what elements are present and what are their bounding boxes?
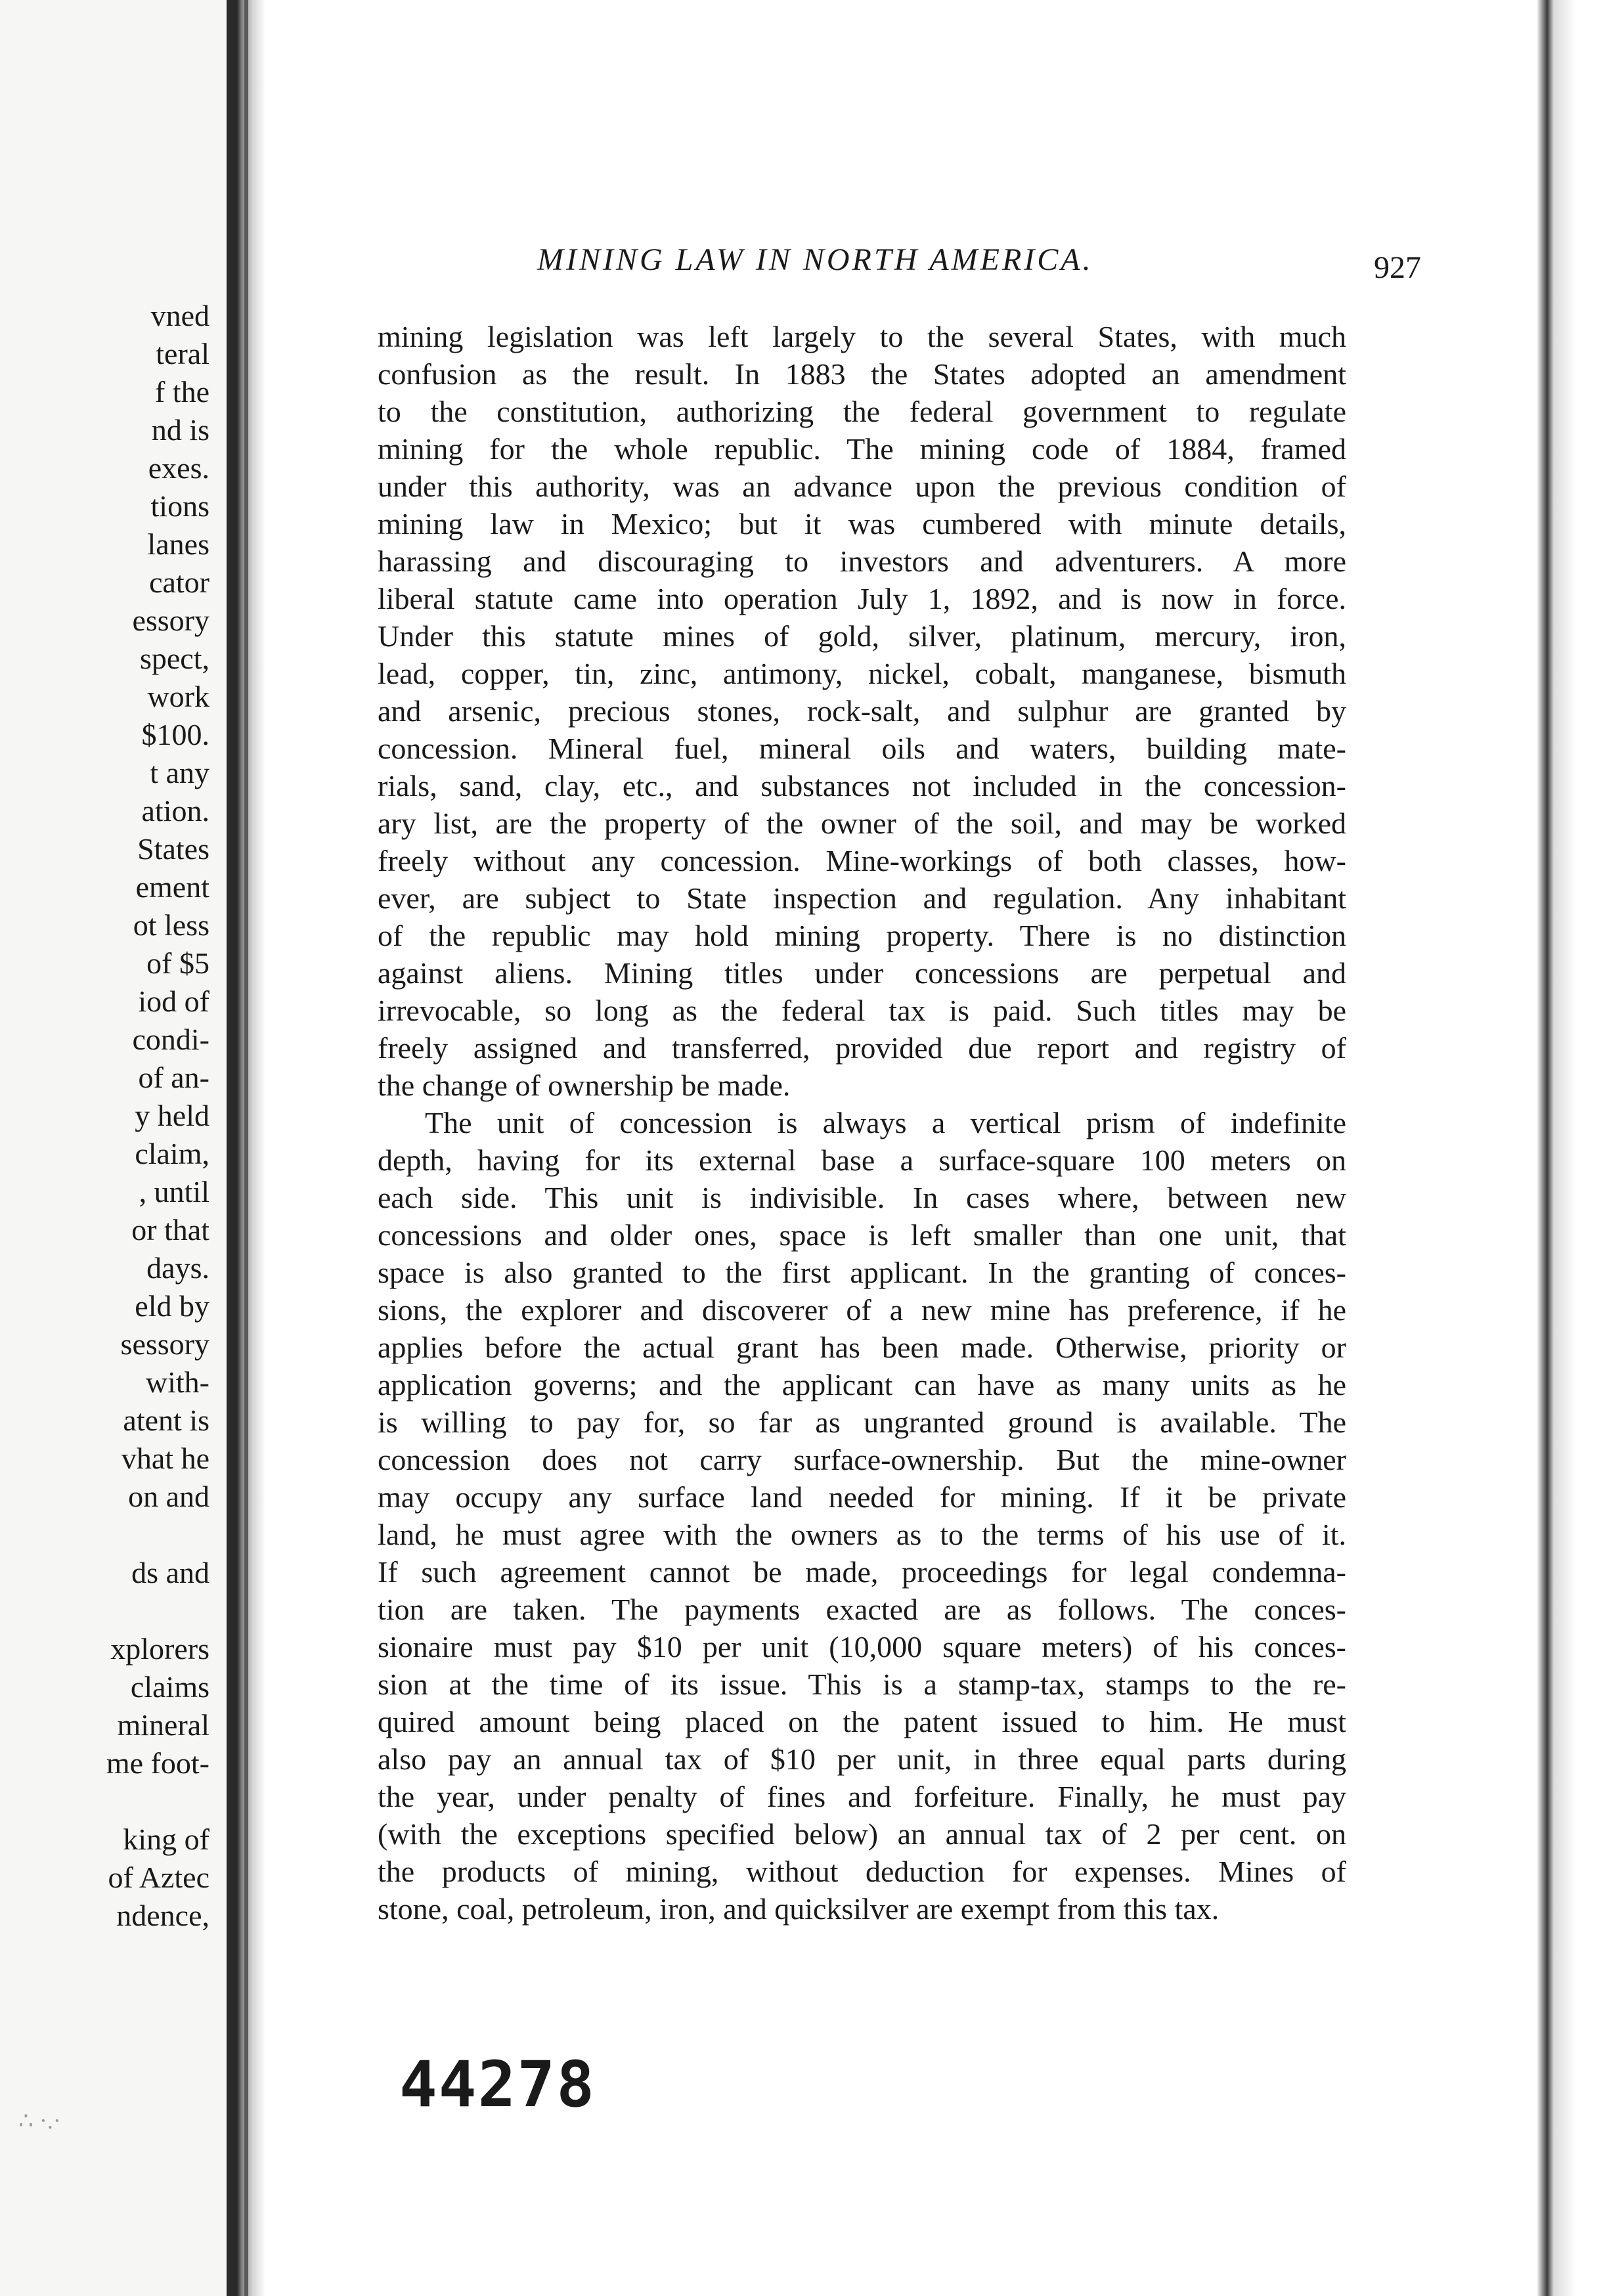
left-fragment: ation. [141,794,209,828]
left-fragment: ement [135,870,209,904]
left-fragment: f the [154,375,209,408]
text-line: the change of ownership be made. [378,1069,791,1102]
left-fragment: work [147,680,209,713]
body-text [378,318,1346,1928]
left-fragment: teral [156,337,209,370]
gutter-line [244,0,248,2296]
text-line: applies before the actual grant has been made. Otherwise, priority or [378,1331,1346,1364]
left-fragment: claim, [135,1137,209,1170]
left-fragment: cator [149,565,209,599]
left-fragment: sessory [120,1327,209,1361]
left-fragment: atent is [123,1403,209,1437]
left-facing-page [0,0,227,2296]
left-fragment: tions [150,489,209,523]
left-fragment [0,1592,227,1630]
text-line: sion at the time of its issue. This is a stamp-tax, stamps to the re- [378,1667,1346,1701]
text-line: harassing and discouraging to investors and adventurers. A more [378,544,1346,578]
text-line: mining for the whole republic. The mining code of 1884, framed [378,432,1346,466]
left-fragment: king of [123,1822,209,1856]
text-line: also pay an annual tax of $10 per unit, in three equal parts during [378,1742,1346,1776]
text-line: quired amount being placed on the patent issued to him. He must [378,1705,1346,1738]
left-fragment: vned [150,299,209,332]
text-line: may occupy any surface land needed for mining. If it be private [378,1480,1346,1514]
left-fragment: eld by [135,1289,209,1323]
text-line: sionaire must pay $10 per unit (10,000 square meters) of his conces- [378,1630,1346,1664]
left-fragment: me foot- [106,1746,209,1780]
bottom-left-mark: ∴ ·.· [18,2108,61,2134]
left-fragment: mineral [117,1708,209,1742]
text-line: liberal statute came into operation July 1, 1892, and is now in force. [378,582,1346,615]
left-fragment: nd is [151,413,209,447]
left-fragment: of Aztec [108,1861,209,1894]
text-line: sions, the explorer and discoverer of a new mine has preference, if he [378,1293,1346,1327]
left-fragment: lanes [147,527,209,561]
text-line: The unit of concession is always a vertical prism of indefinite [425,1106,1346,1139]
left-fragment: , until [139,1175,209,1208]
text-line: (with the exceptions specified below) an annual tax of 2 per cent. on [378,1817,1346,1851]
text-line: freely assigned and transferred, provided due report and registry of [378,1031,1346,1065]
text-line: of the republic may hold mining property. There is no distinction [378,919,1346,952]
text-line: and arsenic, precious stones, rock-salt, and sulphur are granted by [378,694,1346,728]
left-fragment: days. [146,1251,209,1285]
left-fragment: of $5 [146,946,209,980]
left-fragment: claims [130,1670,209,1704]
text-line: mining law in Mexico; but it was cumbered with minute details, [378,507,1346,541]
left-fragment: States [137,832,209,866]
left-fragment: y held [135,1099,209,1132]
text-line: space is also granted to the first applicant. In the granting of conces- [378,1256,1346,1289]
text-line: rials, sand, clay, etc., and substances not included in the concession- [378,769,1346,803]
left-fragment: on and [128,1480,209,1513]
running-title: MINING LAW IN NORTH AMERICA. [537,242,1093,277]
left-fragment: iod of [138,984,209,1018]
page-edge-shadow [1537,0,1605,2296]
text-line: irrevocable, so long as the federal tax is paid. Such titles may be [378,994,1346,1027]
left-fragment: spect, [139,642,209,675]
left-fragment: $100. [141,718,209,751]
left-page-text-fragments [0,297,227,1935]
text-line: confusion as the result. In 1883 the States adopted an amendment [378,357,1346,391]
text-line: concessions and older ones, space is left smaller than one unit, that [378,1218,1346,1252]
text-line: tion are taken. The payments exacted are as follows. The conces- [378,1593,1346,1626]
text-line: to the constitution, authorizing the federal government to regulate [378,395,1346,428]
left-fragment: vhat he [121,1442,209,1475]
left-fragment: ds and [131,1556,209,1589]
left-fragment: ndence, [116,1899,209,1932]
text-line: depth, having for its external base a surface-square 100 meters on [378,1143,1346,1177]
text-line: lead, copper, tin, zinc, antimony, nickel, cobalt, manganese, bismuth [378,657,1346,690]
text-line: land, he must agree with the owners as to the terms of his use of it. [378,1518,1346,1551]
text-line: concession does not carry surface-ownership. But the mine-owner [378,1443,1346,1476]
text-line: the year, under penalty of fines and forfeiture. Finally, he must pay [378,1780,1346,1813]
left-fragment [0,1782,227,1821]
text-line: Under this statute mines of gold, silver, platinum, mercury, iron, [378,619,1346,653]
text-line: stone, coal, petroleum, iron, and quicksilver are exempt from this tax. [378,1892,1220,1926]
text-line: ever, are subject to State inspection and regulation. Any inhabitant [378,881,1346,915]
left-fragment: or that [131,1213,209,1247]
text-line: mining legislation was left largely to the several States, with much [378,320,1346,353]
stamp-number: 44278 [399,2048,596,2121]
text-line: under this authority, was an advance upon the previous condition of [378,470,1346,503]
text-line: concession. Mineral fuel, mineral oils and waters, building mate- [378,732,1346,765]
text-line: application governs; and the applicant can have as many units as he [378,1368,1346,1402]
text-line: the products of mining, without deduction for expenses. Mines of [378,1855,1346,1888]
text-line: If such agreement cannot be made, proceedings for legal condemna- [378,1555,1346,1589]
left-fragment: t any [150,756,209,789]
left-fragment [0,1516,227,1554]
left-fragment: condi- [132,1023,209,1056]
left-fragment: essory [132,604,209,637]
text-line: freely without any concession. Mine-workings of both classes, how- [378,844,1346,877]
left-fragment: of an- [138,1061,209,1094]
left-fragment: xplorers [110,1632,209,1666]
page-number: 927 [1374,250,1421,285]
text-line: is willing to pay for, so far as ungranted ground is available. The [378,1405,1346,1439]
left-fragment: ot less [133,908,209,942]
text-line: ary list, are the property of the owner of the soil, and may be worked [378,806,1346,840]
text-line: each side. This unit is indivisible. In cases where, between new [378,1181,1346,1214]
left-fragment: with- [145,1365,209,1399]
text-line: against aliens. Mining titles under concessions are perpetual and [378,956,1346,990]
left-fragment: exes. [148,451,209,485]
